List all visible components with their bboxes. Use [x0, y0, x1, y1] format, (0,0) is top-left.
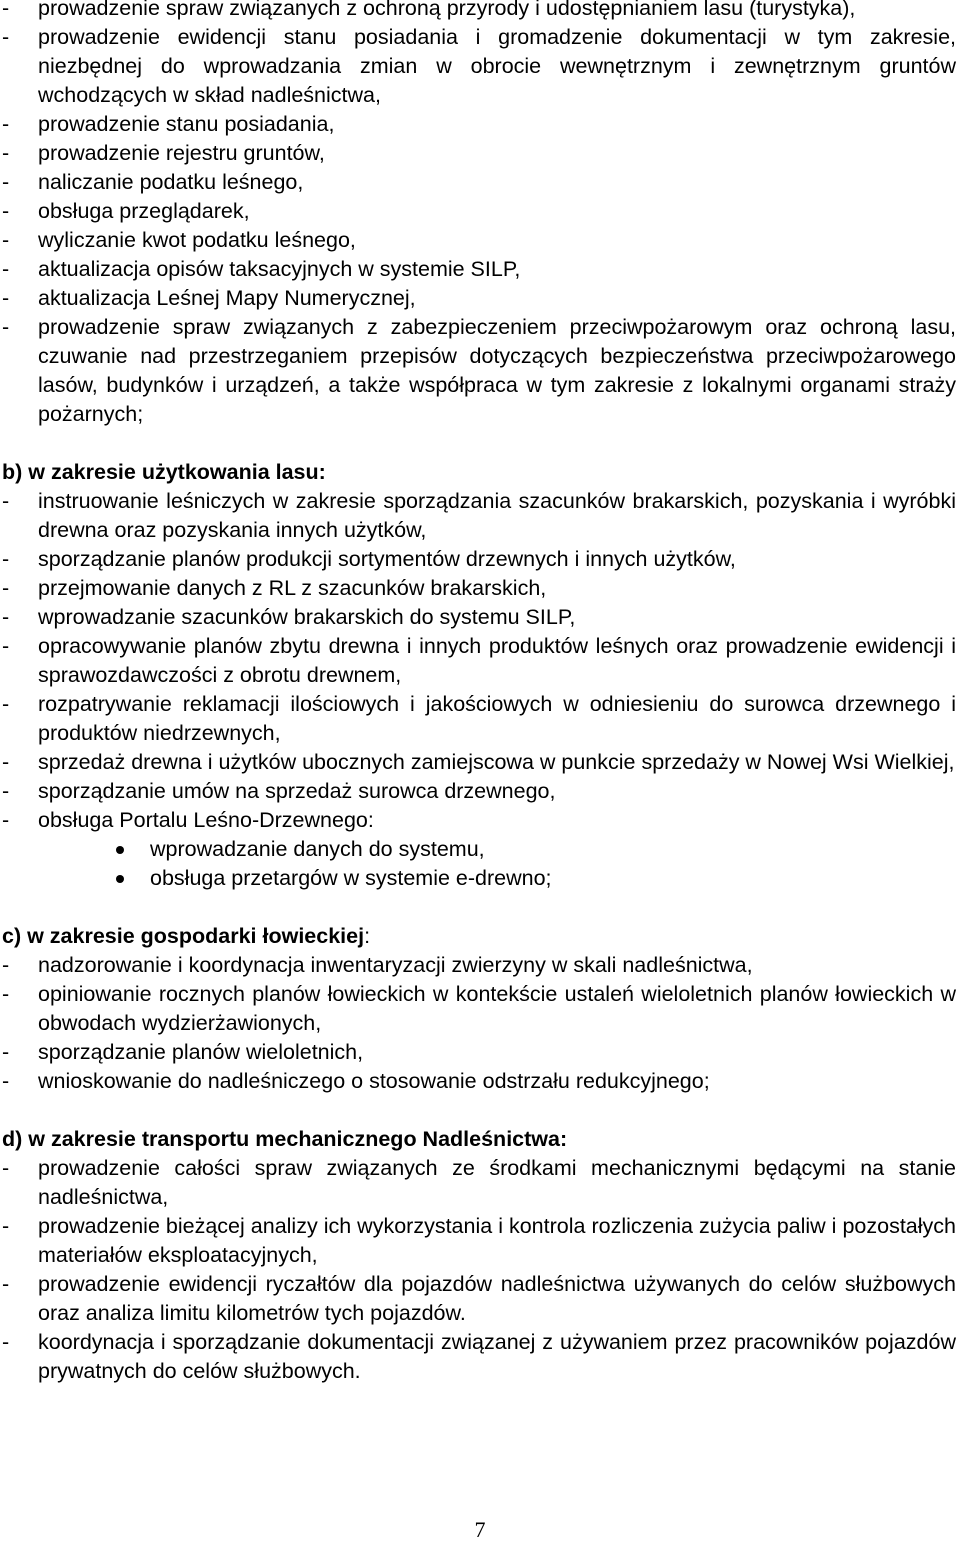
section-b [0, 458, 960, 893]
dash-marker: - [2, 257, 10, 281]
dash-marker: - [2, 982, 10, 1006]
section-c-list [0, 951, 960, 1096]
section-heading-c-text: c) w zakresie gospodarki łowieckiej [2, 924, 365, 948]
section-heading-b: b) w zakresie użytkowania lasu: [2, 460, 326, 484]
list-item [0, 23, 960, 110]
list-item [0, 197, 960, 226]
list-item [0, 545, 960, 574]
section-b-list [0, 487, 960, 835]
list-item [0, 632, 960, 690]
list-item-text: przejmowanie danych z RL z szacunków brakarskich, [38, 576, 547, 600]
list-item [0, 777, 960, 806]
list-item-text: prowadzenie całości spraw związanych ze środkami mechanicznymi będącymi na stanie nadleśnictwa, [38, 1156, 956, 1209]
section-heading-d: d) w zakresie transportu mechanicznego Nadleśnictwa: [2, 1127, 568, 1151]
list-item [0, 1038, 960, 1067]
sub-list-item-text: wprowadzanie danych do systemu, [150, 837, 485, 861]
list-item [0, 690, 960, 748]
list-item [0, 255, 960, 284]
list-item-text: prowadzenie ewidencji ryczałtów dla pojazdów nadleśnictwa używanych do celów służbowych oraz analiza limitu kilometrów tych pojazdów. [38, 1272, 956, 1325]
list-item-text: prowadzenie spraw związanych z zabezpieczeniem przeciwpożarowym oraz ochroną lasu, czuwanie nad przestrzeganiem przepisów dotyczących bezpieczeństwa przeciwpożarowego lasów, budynków i urządzeń, a także współpraca w tym zakresie z lokalnymi organami straży pożarnych; [38, 315, 956, 426]
dash-marker: - [2, 1156, 10, 1180]
list-item-text: wnioskowanie do nadleśniczego o stosowanie odstrzału redukcyjnego; [38, 1069, 710, 1093]
list-item-text: sporządzanie planów produkcji sortymentów drzewnych i innych użytków, [38, 547, 736, 571]
list-item [0, 0, 960, 23]
list-item [0, 1270, 960, 1328]
list-item [0, 110, 960, 139]
dash-marker: - [2, 199, 10, 223]
list-item [0, 168, 960, 197]
dash-marker: - [2, 779, 10, 803]
list-item-text: instruowanie leśniczych w zakresie sporządzania szacunków brakarskich, pozyskania i wyróbki drewna oraz pozyskania innych użytków, [38, 489, 956, 542]
list-item-text: prowadzenie bieżącej analizy ich wykorzystania i kontrola rozliczenia zużycia paliw i pozostałych materiałów eksploatacyjnych, [38, 1214, 956, 1267]
dash-marker: - [2, 808, 10, 832]
dash-marker: - [2, 576, 10, 600]
dash-marker: - [2, 1214, 10, 1238]
dash-marker: - [2, 1069, 10, 1093]
list-item-text: sporządzanie planów wieloletnich, [38, 1040, 364, 1064]
list-item-text: aktualizacja opisów taksacyjnych w systemie SILP, [38, 257, 521, 281]
portal-sub-list [0, 835, 960, 893]
dash-marker: - [2, 286, 10, 310]
list-item-text: opracowywanie planów zbytu drewna i innych produktów leśnych oraz prowadzenie ewidencji i sprawozdawczości z obrotu drewnem, [38, 634, 956, 687]
page-number: 7 [474, 1517, 486, 1542]
list-item-text: naliczanie podatku leśnego, [38, 170, 304, 194]
sub-list-item [0, 864, 960, 893]
dash-marker: - [2, 170, 10, 194]
list-item-text: rozpatrywanie reklamacji ilościowych i jakościowych w odniesieniu do surowca drzewnego i produktów niedrzewnych, [38, 692, 956, 745]
dash-marker: - [2, 112, 10, 136]
list-item [0, 806, 960, 835]
list-item-text: prowadzenie ewidencji stanu posiadania i gromadzenie dokumentacji w tym zakresie, niezbędnej do wprowadzania zmian w obrocie wewnętrznym i zewnętrznym gruntów wchodzących w skład nadleśnictwa, [38, 25, 956, 107]
list-item [0, 139, 960, 168]
dash-marker: - [2, 1272, 10, 1296]
dash-marker: - [2, 315, 10, 339]
list-item [0, 226, 960, 255]
list-item [0, 1328, 960, 1386]
dash-marker: - [2, 605, 10, 629]
dash-marker: - [2, 1330, 10, 1354]
list-item [0, 603, 960, 632]
list-item-text: sporządzanie umów na sprzedaż surowca drzewnego, [38, 779, 556, 803]
sub-list-item-text: obsługa przetargów w systemie e-drewno; [150, 866, 552, 890]
list-item-text: sprzedaż drewna i użytków ubocznych zamiejscowa w punkcie sprzedaży w Nowej Wsi Wielkiej, [38, 750, 955, 774]
list-item-text: obsługa Portalu Leśno-Drzewnego: [38, 808, 374, 832]
list-item [0, 313, 960, 429]
dash-marker: - [2, 692, 10, 716]
dash-marker: - [2, 750, 10, 774]
list-item [0, 574, 960, 603]
list-item-text: aktualizacja Leśnej Mapy Numerycznej, [38, 286, 416, 310]
section-heading-c-colon: : [364, 924, 371, 948]
dash-marker: - [2, 25, 10, 49]
dash-marker: - [2, 953, 10, 977]
list-item [0, 284, 960, 313]
dash-marker: - [2, 1040, 10, 1064]
list-item-text: koordynacja i sporządzanie dokumentacji związanej z używaniem przez pracowników pojazdów prywatnych do celów służbowych. [38, 1330, 956, 1383]
list-item [0, 1154, 960, 1212]
sub-list-item [0, 835, 960, 864]
dash-marker: - [2, 0, 10, 20]
section-heading-c [0, 922, 960, 951]
section-d-list [0, 1154, 960, 1386]
section-a-list [0, 0, 960, 429]
bullet-icon [116, 875, 124, 883]
section-d [0, 1125, 960, 1386]
list-item [0, 980, 960, 1038]
list-item-text: opiniowanie rocznych planów łowieckich w kontekście ustaleń wieloletnich planów łowieckich w obwodach wydzierżawionych, [38, 982, 956, 1035]
list-item-text: prowadzenie stanu posiadania, [38, 112, 335, 136]
list-item-text: wprowadzanie szacunków brakarskich do systemu SILP, [38, 605, 576, 629]
dash-marker: - [2, 141, 10, 165]
list-item-text: wyliczanie kwot podatku leśnego, [38, 228, 356, 252]
list-item [0, 748, 960, 777]
dash-marker: - [2, 547, 10, 571]
list-item [0, 951, 960, 980]
dash-marker: - [2, 489, 10, 513]
list-item-text: prowadzenie rejestru gruntów, [38, 141, 325, 165]
list-item [0, 1212, 960, 1270]
list-item [0, 487, 960, 545]
section-c [0, 922, 960, 1096]
list-item-text: prowadzenie spraw związanych z ochroną przyrody i udostępnianiem lasu (turystyka), [38, 0, 856, 20]
list-item-text: nadzorowanie i koordynacja inwentaryzacji zwierzyny w skali nadleśnictwa, [38, 953, 753, 977]
list-item [0, 1067, 960, 1096]
list-item-text: obsługa przeglądarek, [38, 199, 250, 223]
bullet-icon [116, 846, 124, 854]
dash-marker: - [2, 634, 10, 658]
dash-marker: - [2, 228, 10, 252]
